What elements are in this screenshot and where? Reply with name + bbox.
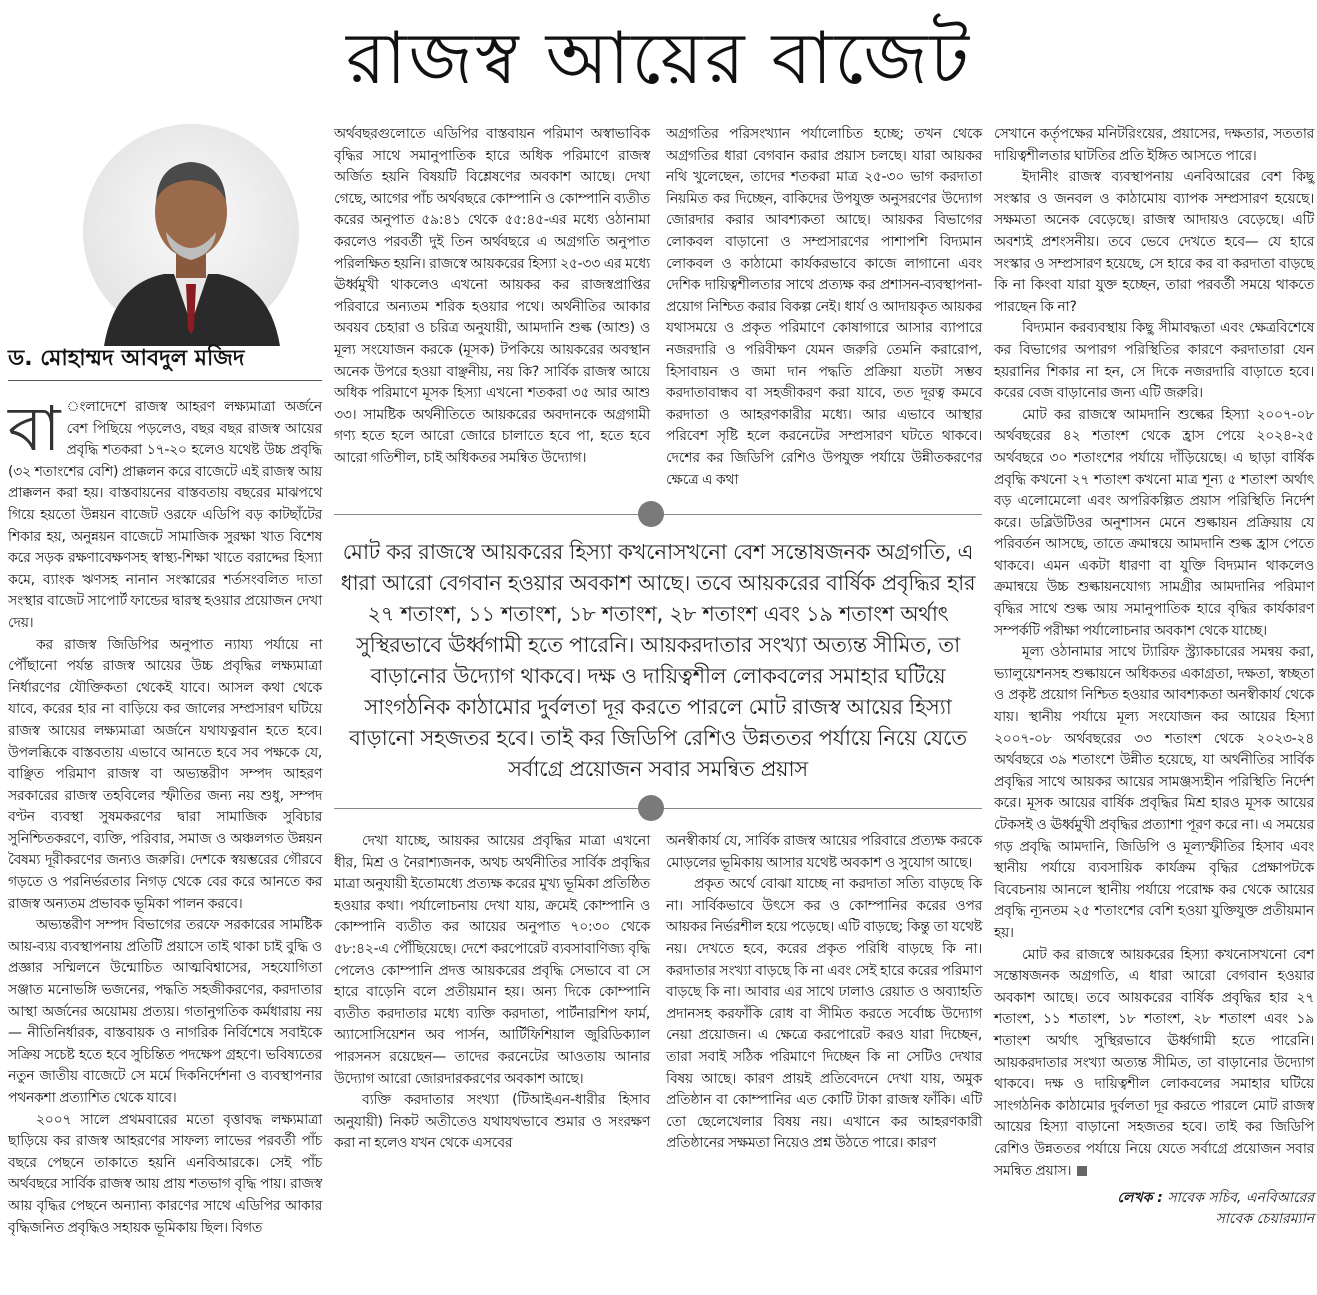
middle-section bbox=[334, 124, 982, 1155]
paragraph: বিদ্যমান করব্যবস্থায় কিছু সীমাবদ্ধতা এবং ক্ষেত্রবিশেষে কর বিভাগের অপারগ পরিস্থিতির কারণে করদাতারা যেন হয়রানির শিকার না হন, সে দিকে নজরদারি বাড়াতে হবে। করের বেজ বাড়ানোর জন্য এটি জরুরি। bbox=[994, 320, 1314, 402]
left-column bbox=[8, 124, 322, 1239]
column-3-bottom bbox=[666, 831, 982, 1155]
paragraph: অভ্যন্তরীণ সম্পদ বিভাগের তরফে সরকারের সামষ্টিক আয়-ব্যয় ব্যবস্থাপনায় প্রতিটি প্রয়াসে তাই থাকা চাই বুদ্ধি ও প্রজ্ঞার সম্মিলনে উন্মোচিত আত্মবিশ্বাসের, সহযোগিতা সঞ্জাত মনোভঙ্গি ভজনের, পদ্ধতি সহজীকরণের, করদাতার আস্থা অর্জনের অয়োময় প্রত্যয়। গতানুগতিক কর্মধারায় নয়— নীতিনির্ধারক, বাস্তবায়ক ও নাগরিক নির্বিশেষে সবাইকে সক্রিয় সচেষ্ট হতে হবে সুচিন্তিত পদক্ষেপ গ্রহণে। ভবিষ্যতের নতুন জাতীয় বাজেটে সে মর্মে দিকনির্দেশনা ও ব্যবস্থাপনার পথনকশা প্রত্যাশিত থেকে যাবে। bbox=[8, 917, 322, 1106]
paragraph: ইদানীং রাজস্ব ব্যবস্থাপনায় এনবিআরের বেশ কিছু সংস্কার ও জনবল ও কাঠামোয় ব্যাপক সম্প্রসারণ হয়েছে। সক্ষমতা অনেক বেড়েছে। রাজস্ব আদায়ও বেড়েছে। এটি অবশ্যই প্রশংসনীয়। তবে ভেবে দেখতে হবে— যে হারে সংস্কার ও সম্প্রসারণ হয়েছে, সে হারে কর বা করদাতা বাড়ছে কি না কিংবা যারা যুক্ত হচ্ছেন, তারা পরবর্তী সময়ে থাকতে পারছেন কি না? bbox=[994, 169, 1314, 315]
paragraph: কর রাজস্ব জিডিপির অনুপাত ন্যায্য পর্যায়ে না পৌঁছানো পর্যন্ত রাজস্ব আয়ের উচ্চ প্রবৃদ্ধির লক্ষ্যমাত্রা নির্ধারণের যৌক্তিকতা থেকেই যাবে। আসল কথা থেকে যাবে, করের হার না বাড়িয়ে কর জালের সম্প্রসারণ ঘটিয়ে রাজস্ব আয়ের লক্ষ্যমাত্রা অর্জনে যথাযত্নবান হতে হবে। উপলব্ধিকে বাস্তবতায় এভাবে আনতে হবে সব পক্ষকে যে, বাঞ্ছিত পরিমাণ রাজস্ব বা অভ্যন্তরীণ সম্পদ আহরণ সরকারের রাজস্ব তহবিলের স্ফীতির জন্য নয় শুধু, সম্পদ বণ্টন ব্যবস্থা সুষমকরণের দ্বারা সামাজিক সুবিচার সুনিশ্চিতকরণে, ব্যক্তি, পরিবার, সমাজ ও অঞ্চলগত উন্নয়ন বৈষম্য দূরীকরণের জন্যও জরুরি। দেশকে স্বয়ম্ভরের গৌরবে গড়তে ও পরনির্ভরতার নিগড় থেকে বের করে আনতে কর রাজস্ব অন্যতম প্রভাবক ভূমিকা পালন করবে। bbox=[8, 636, 322, 912]
paragraph: অর্থবছরগুলোতে এডিপির বাস্তবায়ন পরিমাণ অস্বাভাবিক বৃদ্ধির সাথে সমানুপাতিক হারে অধিক পরিমাণে রাজস্ব অর্জিত হয়নি বিষয়টি বিশ্লেষণের অবকাশ আছে। দেখা গেছে, আগের পাঁচ অর্থবছরে কোম্পানি ও কোম্পানি ব্যতীত করের অনুপাত ৫৯:৪১ থেকে ৫৫:৪৫-এর মধ্যে ওঠানামা করলেও পরবর্তী দুই তিন অর্থবছরে এ অগ্রগতি অনুপাত পরিলক্ষিত হয়নি। রাজস্বে আয়করের হিস্যা ২৫-৩৩ এর মধ্যে ঊর্ধ্বমুখী থাকলেও এখনো আয়কর কর রাজস্বপ্রাপ্তির পরিবারে অন্যতম শরিক হওয়ার পথে। অর্থনীতির আকার অবয়ব চেহারা ও চরিত্র অনুযায়ী, আমদানি শুল্ক (আশু) ও মূল্য সংযোজন করকে (মূসক) টপকিয়ে আয়করের অবস্থান অনেক উপরে হওয়া বাঞ্ছনীয়, নয় কি? সার্বিক রাজস্ব আয়ে অধিক পরিমাণে মূসক হিস্যা এখনো শতকরা ৩৫ আর আশু ৩৩। সামষ্টিক অর্থনীতিতে আয়করের অবদানকে অগ্রগামী গণ্য হতে হলে আরো জোরে চালাতে হবে পা, হতে হবে আরো গতিশীল, চাই অধিকতর সমন্বিত উদ্যোগ। bbox=[334, 126, 650, 466]
paragraph: ২০০৭ সালে প্রথমবারের মতো বৃত্তাবদ্ধ লক্ষ্যমাত্রা ছাড়িয়ে কর রাজস্ব আহরণের সাফল্য লাভের পরবর্তী পাঁচ বছরে পেছনে তাকাতে হয়নি এনবিআরকে। সেই পাঁচ অর্থবছরে সার্বিক রাজস্ব আয় প্রায় শতভাগ বৃদ্ধি পায়। রাজস্ব আয় বৃদ্ধির পেছনে অন্যান্য কারণের সাথে এডিপির আকার বৃদ্ধিজনিত প্রবৃদ্ধিও সহায়ক ভূমিকায় ছিল। বিগত bbox=[8, 1111, 322, 1236]
author-line-2: সাবেক চেয়ারম্যান bbox=[1215, 1211, 1314, 1228]
drop-cap: বা bbox=[8, 392, 61, 465]
paragraph: অগ্রগতির পরিসংখ্যান পর্যালোচিত হচ্ছে; তখন থেকে অগ্রগতির ধারা বেগবান করার প্রয়াস চলছে। যারা আয়কর নথি খুলেছেন, তাদের শতকরা মাত্র ২৫-৩০ ভাগ করদাতা নিয়মিত কর দিচ্ছেন, বাকিদের উপযুক্ত অনুসরণের উদ্যোগ জোরদার করার আবশ্যকতা আছে। আয়কর বিভাগের লোকবল বাড়ানো ও সম্প্রসারণের পাশাপশি বিদ্যমান লোকবল ও কাঠামো কার্যকরভাবে কাজে লাগানো এবং দেশিক দায়িত্বশীলতার সাথে প্রত্যক্ষ কর প্রশাসন-ব্যবস্থাপনা-প্রয়োগ নিশ্চিত করার বিকল্প নেই। ধার্য ও আদায়কৃত আয়কর যথাসময়ে ও প্রকৃত পরিমাণে কোষাগারে আসার ব্যাপারে নজরদারি ও পরিবীক্ষণ যেমন জরুরি তেমনি করারোপ, হিসাবায়ন ও জমা দান পদ্ধতি প্রক্রিয়া যতটা সম্ভব করদাতাবান্ধব বা সহজীকরণ করা যাবে, তত দূরত্ব কমবে করদাতা ও আহরণকারীর মধ্যে। আর এভাবে আস্থার পরিবেশ সৃষ্টি হলে করনেটের সম্প্রসারণ ঘটতে থাকবে। দেশের কর জিডিপি রেশিও উপযুক্ত পর্যায়ে উন্নীতকরণের ক্ষেত্রে এ কথা bbox=[666, 126, 982, 488]
paragraph-text: ংলাদেশে রাজস্ব আহরণ লক্ষ্যমাত্রা অর্জনে বেশ পিছিয়ে পড়লেও, বছর বছর রাজস্ব আয়ের প্রবৃদ্ধি শতকরা ১৭-২০ হলেও যথেষ্ট উচ্চ প্রবৃদ্ধি (৩২ শতাংশের বেশি) প্রাক্কলন করে বাজেটে এই রাজস্ব আয় প্রাক্কলন করা হয়। বাস্তবায়নের বাস্তবতায় বছরের মাঝপথে গিয়ে হয়তো উন্নয়ন বাজেট ওরফে এডিপি বড় কাটছাঁটের শিকার হয়, অনুন্নয়ন বাজেটে সামাজিক সুরক্ষা খাত বিশেষ করে সড়ক রক্ষণাবেক্ষণসহ স্বাস্থ্য-শিক্ষা খাতে বরাদ্দের হিস্যা কমে, ব্যাংক ঋণসহ নানান সংস্কারের শর্তসংবলিত দাতা সংস্থার বাজেট সাপোর্ট ফান্ডের দ্বারস্থ হওয়ার প্রয়োজন দেখা দেয়। bbox=[8, 399, 322, 631]
paragraph: মূল্য ওঠানামার সাথে ট্যারিফ স্ট্র্যাকচারের সমন্বয় করা, ভ্যালুয়েশনসহ শুল্কায়নে অধিকতর একাগ্রতা, দক্ষতা, স্বচ্ছতা ও প্রকৃষ্ট প্রয়োগ নিশ্চিত হওয়ার আবশ্যকতা অনস্বীকার্য থেকে যায়। স্থানীয় পর্যায়ে মূল্য সংযোজন কর আয়ের হিস্যা ২০০৭-০৮ অর্থবছরের ৩৩ শতাংশ থেকে ২০২৩-২৪ অর্থবছরে ৩৯ শতাংশে উন্নীত হয়েছে, যা অর্থনীতির সার্বিক প্রবৃদ্ধির সাথে আয়কর আয়ের সামঞ্জস্যহীন পরিস্থিতি নির্দেশ করে। মূসক আয়ের বার্ষিক প্রবৃদ্ধির মিশ্র হারও মূসক আয়ের টেকসই ও ঊর্ধ্বমুখী প্রবৃদ্ধির প্রত্যাশা পূরণ করে না। এ সময়ের গড় প্রবৃদ্ধি আমদানি, জিডিপি ও মূল্যস্ফীতির হিসাব এবং স্থানীয় পর্যায়ে ব্যবসায়িক কার্যক্রম বৃদ্ধির প্রেক্ষাপটকে বিবেচনায় আনলে স্থানীয় পর্যায়ে পরোক্ষ কর থেকে আয়ের প্রবৃদ্ধি ন্যূনতম ২৫ শতাংশের বেশি হওয়া যুক্তিযুক্ত প্রতীয়মান হয়। bbox=[994, 644, 1314, 941]
divider-dot-icon bbox=[638, 795, 664, 821]
column-3-top bbox=[666, 124, 982, 491]
paragraph: সেখানে কর্তৃপক্ষের মনিটরিংয়ের, প্রয়াসের, দক্ষতার, সততার দায়িত্বশীলতার ঘাটতির প্রতি ইঙ্গিত আসতে পারে। bbox=[994, 126, 1314, 164]
column-1 bbox=[8, 392, 322, 1239]
author-photo bbox=[74, 124, 308, 346]
paragraph bbox=[8, 392, 322, 635]
paragraph: অনস্বীকার্য যে, সার্বিক রাজস্ব আয়ের পরিবারে প্রত্যক্ষ করকে মোড়লের ভূমিকায় আসার যথেষ্ট অবকাশ ও সুযোগ আছে। bbox=[666, 833, 982, 871]
end-mark-icon bbox=[1077, 1166, 1087, 1176]
bottom-row bbox=[334, 831, 982, 1155]
pull-quote: মোট কর রাজস্বে আয়করের হিস্যা কখনোসখনো বেশ সন্তোষজনক অগ্রগতি, এ ধারা আরো বেগবান হওয়ার অবকাশ আছে। তবে আয়করের বার্ষিক প্রবৃদ্ধির হার ২৭ শতাংশ, ১১ শতাংশ, ১৮ শতাংশ, ২৮ শতাংশ এবং ১৯ শতাংশ অর্থাৎ সুস্থিরভাবে ঊর্ধ্বগামী হতে পারেনি। আয়করদাতার সংখ্যা অত্যন্ত সীমিত, তা বাড়ানোর উদ্যোগ থাকবে। দক্ষ ও দায়িত্বশীল লোকবলের সমাহার ঘটিয়ে সাংগঠনিক কাঠামোর দুর্বলতা দূর করতে পারলে মোট রাজস্ব আয়ের হিস্যা বাড়ানো সহজতর হবে। তাই কর জিডিপি রেশিও উন্নততর পর্যায়ে নিয়ে যেতে সর্বাগ্রে প্রয়োজন সবার সমন্বিত প্রয়াস bbox=[340, 540, 976, 782]
paragraph bbox=[994, 945, 1314, 1183]
author-byline: ড. মোহাম্মদ আবদুল মজিদ bbox=[8, 346, 245, 371]
top-row bbox=[334, 124, 982, 491]
paragraph: দেখা যাচ্ছে, আয়কর আয়ের প্রবৃদ্ধির মাত্রা এখনো ধীর, মিশ্র ও নৈরাশ্যজনক, অথচ অর্থনীতির সার্বিক প্রবৃদ্ধির মাত্রা অনুযায়ী ইতোমধ্যে প্রত্যক্ষ করের মুখ্য ভূমিকা প্রতিষ্ঠিত হওয়ার কথা। পর্যালোচনায় দেখা যায়, ক্রমেই কোম্পানি ও কোম্পানি ব্যতীত কর আয়ের অনুপাত ৭০:৩০ থেকে ৫৮:৪২-এ পৌঁছিয়েছে। দেশে করপোরেট ব্যবসাবাণিজ্য বৃদ্ধি পেলেও কোম্পানি প্রদত্ত আয়করের প্রবৃদ্ধি সেভাবে বা সে হারে বাড়েনি বলে প্রতীয়মান হয়। অন্য দিকে কোম্পানি ব্যতীত করদাতার মধ্যে ব্যক্তি করদাতা, পার্টনারশিপ ফার্ম, অ্যাসোসিয়েশন অব পার্সন, আর্টিফিশিয়াল জুরিডিক্যাল পারসনস রয়েছেন— তাদের করনেটের আওতায় আনার উদ্যোগ আরো জোরদারকরণের অবকাশ আছে। bbox=[334, 833, 650, 1087]
column-4 bbox=[994, 124, 1314, 1182]
column-2-bottom bbox=[334, 831, 650, 1155]
headline: রাজস্ব আয়ের বাজেট bbox=[346, 16, 971, 100]
paragraph: প্রকৃত অর্থে বোঝা যাচ্ছে না করদাতা সত্যি বাড়ছে কি না। সার্বিকভাবে উৎসে কর ও কোম্পানির করের ওপর আয়কর নির্ভরশীল হয়ে পড়েছে। এটি বাড়ছে; কিন্তু তা যথেষ্ট নয়। দেখতে হবে, করের প্রকৃত পরিধি বাড়ছে কি না। করদাতার সংখ্যা বাড়ছে কি না এবং সেই হারে করের পরিমাণ বাড়ছে কি না। আবার এর সাথে ঢালাও রেয়াত ও অব্যাহতি প্রদানসহ করফাঁকি রোধ বা সীমিত করতে সর্বোচ্চ উদ্যোগ নেয়া প্রয়োজন। এ ক্ষেত্রে করপোরেট করও যারা দিচ্ছেন, তারা সবাই সঠিক পরিমাণে দিচ্ছেন কি না সেটিও দেখার বিষয় আছে। কারণ প্রায়ই প্রতিবেদনে দেখা যায়, অমুক প্রতিষ্ঠান বা কোম্পানির এত কোটি টাকা রাজস্ব ফাঁকি। এটি তো ছেলেখেলার বিষয় নয়। এখানে কর আহরণকারী প্রতিষ্ঠানের সক্ষমতা নিয়েও প্রশ্ন উঠতে পারে। কারণ bbox=[666, 876, 982, 1152]
author-label: লেখক : bbox=[1117, 1190, 1163, 1207]
byline-rule bbox=[8, 380, 322, 381]
divider-top bbox=[334, 491, 982, 537]
paragraph-text: মোট কর রাজস্বে আয়করের হিস্যা কখনোসখনো বেশ সন্তোষজনক অগ্রগতি, এ ধারা আরো বেগবান হওয়ার অবকাশ আছে। তবে আয়করের বার্ষিক প্রবৃদ্ধির হার ২৭ শতাংশ, ১১ শতাংশ, ১৮ শতাংশ, ২৮ শতাংশ এবং ১৯ শতাংশ অর্থাৎ সুস্থিরভাবে ঊর্ধ্বগামী হতে পারেনি। আয়করদাতার সংখ্যা অত্যন্ত সীমিত, তা বাড়ানোর উদ্যোগ থাকবে। দক্ষ ও দায়িত্বশীল লোকবলের সমাহার ঘটিয়ে সাংগঠনিক কাঠামোর দুর্বলতা দূর করতে পারলে মোট রাজস্ব আয়ের হিস্যা বাড়ানো সহজতর হবে। তাই কর জিডিপি রেশিও উন্নততর পর্যায়ে নিয়ে যেতে সর্বাগ্রে প্রয়োজন সবার সমন্বিত প্রয়াস। bbox=[994, 946, 1314, 1179]
article-body bbox=[0, 124, 1317, 1239]
divider-bottom bbox=[334, 785, 982, 831]
paragraph: মোট কর রাজস্বে আমদানি শুল্কের হিস্যা ২০০৭-০৮ অর্থবছরের ৪২ শতাংশ থেকে হ্রাস পেয়ে ২০২৪-২৫ অর্থবছরে ৩০ শতাংশের পর্যায়ে দাঁড়িয়েছে। এ ছাড়া বার্ষিক প্রবৃদ্ধি কখনো ২৭ শতাংশ কখনো মাত্র শূন্য ৫ শতাংশ অর্থাৎ বড় এলোমেলো এবং অপরিকল্পিত প্রয়াস পরিস্থিতি নির্দেশ করে। ডব্লিউটিওর অনুশাসন মেনে শুল্কায়ন প্রক্রিয়ায় যে পরিবর্তন আসছে, তাতে ক্রমান্বয়ে আমদানি শুল্ক হ্রাস পেতে থাকবে। এমন একটা ধারণা বা যুক্তি বিদ্যমান থাকলেও ক্রমান্বয়ে উচ্চ শুল্কায়নযোগ্য সামগ্রীর আমদানির পরিমাণ বৃদ্ধির সাথে শুল্ক আয় সমানুপাতিক হারে বৃদ্ধির কার্যকারণ সম্পর্কটি পরীক্ষা পর্যালোচনার অবকাশ থেকে যাচ্ছে। bbox=[994, 406, 1314, 639]
divider-dot-icon bbox=[638, 501, 664, 527]
author-line-1: সাবেক সচিব, এনবিআরের bbox=[1167, 1190, 1314, 1207]
paragraph: ব্যক্তি করদাতার সংখ্যা (টিআইএন-ধারীর হিসাব অনুযায়ী) নিকট অতীতেও যথাযথভাবে শুমার ও সংরক্ষণ করা না হলেও যখন থেকে এসবের bbox=[334, 1092, 650, 1152]
column-2-top bbox=[334, 124, 650, 491]
author-note bbox=[994, 1188, 1314, 1230]
right-column bbox=[994, 124, 1314, 1230]
